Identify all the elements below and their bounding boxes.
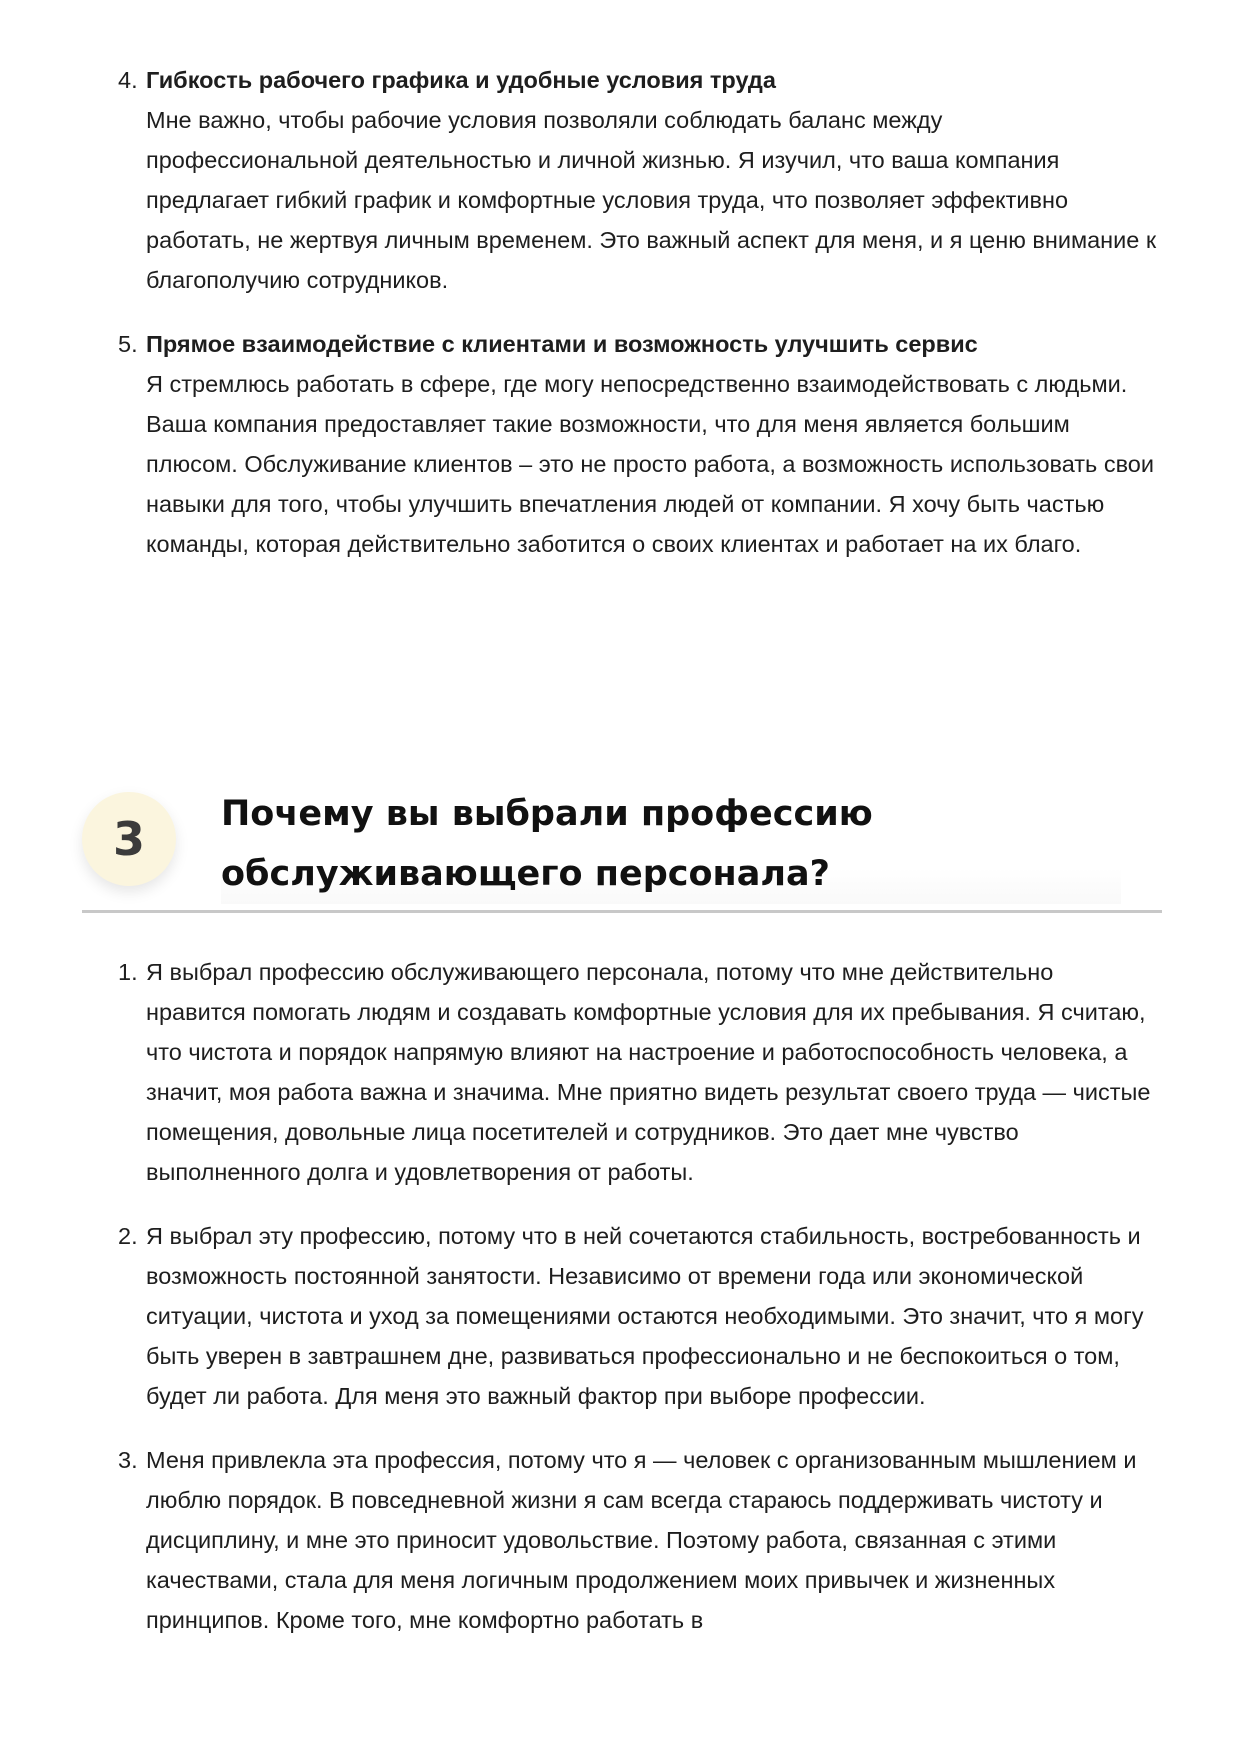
section-number-badge: 3 xyxy=(82,792,176,886)
list-item-number: 5. xyxy=(118,331,138,357)
list-item-number: 1. xyxy=(118,959,138,985)
list-item-text: Я выбрал эту профессию, потому что в ней сочетаются стабильность, востребованность и возможность постоянной занятости. Независимо от времени года или экономической ситуации, чистота и уход за помещениями остаются необходимыми. Это значит, что я могу быть уверен в завтрашнем дне, развиваться профессионально и не беспокоиться о том, будет ли работа. Для меня это важный фактор при выборе профессии. xyxy=(146,1223,1144,1409)
section-title xyxy=(221,784,1121,904)
section-header xyxy=(82,784,1162,914)
list-item-number: 4. xyxy=(118,67,138,93)
list-item-text: Мне важно, чтобы рабочие условия позволяли соблюдать баланс между профессиональной деятельностью и личной жизнью. Я изучил, что ваша компания предлагает гибкий график и комфортные условия труда, что позволяет эффективно работать, не жертвуя личным временем. Это важный аспект для меня, и я ценю внимание к благополучию сотрудников. xyxy=(146,107,1157,293)
list-item-number: 3. xyxy=(118,1447,138,1473)
list-item-text: Меня привлекла эта профессия, потому что я — человек с организованным мышлением и люблю порядок. В повседневной жизни я сам всегда стараюсь поддерживать чистоту и дисциплину, и мне это приносит удовольствие. Поэтому работа, связанная с этими качествами, стала для меня логичным продолжением моих привычек и жизненных принципов. Кроме того, мне комфортно работать в xyxy=(146,1447,1137,1633)
list-item xyxy=(118,60,1158,300)
list-item xyxy=(118,1440,1158,1640)
list-item-title: Прямое взаимодействие с клиентами и возможность улучшить сервис xyxy=(146,331,978,357)
answers-list xyxy=(118,952,1158,1640)
list-item-text: Я стремлюсь работать в сфере, где могу непосредственно взаимодействовать с людьми. Ваша компания предоставляет такие возможности, что для меня является большим плюсом. Обслуживание клиентов – это не просто работа, а возможность использовать свои навыки для того, чтобы улучшить впечатления людей от компании. Я хочу быть частью команды, которая действительно заботится о своих клиентах и работает на их благо. xyxy=(146,371,1154,557)
list-item-title: Гибкость рабочего графика и удобные условия труда xyxy=(146,67,776,93)
section-title-line: обслуживающего персонала? xyxy=(221,854,830,894)
list-item-number: 2. xyxy=(118,1223,138,1249)
reasons-list-continued xyxy=(118,60,1158,564)
list-item xyxy=(118,1216,1158,1416)
section-title-line: Почему вы выбрали профессию xyxy=(221,794,873,834)
section-divider xyxy=(82,910,1162,913)
list-item xyxy=(118,952,1158,1192)
list-item xyxy=(118,324,1158,564)
list-item-text: Я выбрал профессию обслуживающего персонала, потому что мне действительно нравится помогать людям и создавать комфортные условия для их пребывания. Я считаю, что чистота и порядок напрямую влияют на настроение и работоспособность человека, а значит, моя работа важна и значима. Мне приятно видеть результат своего труда — чистые помещения, довольные лица посетителей и сотрудников. Это дает мне чувство выполненного долга и удовлетворения от работы. xyxy=(146,959,1151,1185)
